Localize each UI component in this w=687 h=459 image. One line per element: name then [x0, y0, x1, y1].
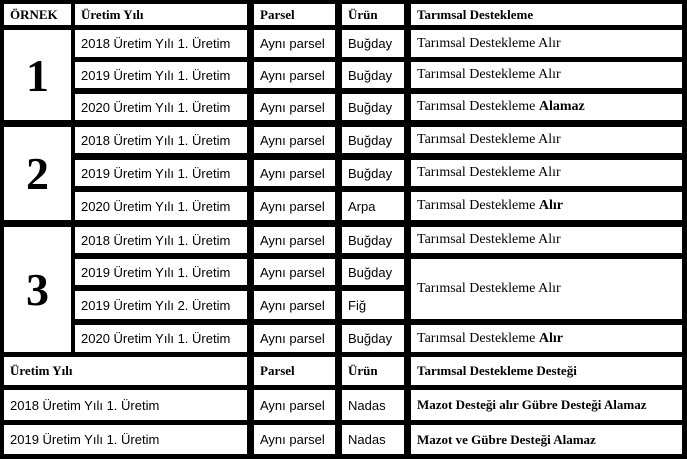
ex2-row1-parcel: Aynı parsel: [254, 127, 335, 153]
ex3-row2-parcel: Aynı parsel: [254, 259, 335, 285]
ex2-row3-year: 2020 Üretim Yılı 1. Üretim: [75, 192, 247, 220]
support-emphasis: Alır: [538, 198, 563, 213]
ex3-merged-support: [411, 259, 682, 319]
example-number-1: 1: [4, 30, 71, 120]
ex2-row1-support: [411, 127, 682, 153]
second-header-year: Üretim Yılı: [4, 357, 247, 385]
support-text: Tarımsal Destekleme Alır: [417, 67, 561, 82]
ex2-row2-support: [411, 160, 682, 186]
ex3-row2-product: Buğday: [342, 259, 404, 285]
second-row1-year: 2018 Üretim Yılı 1. Üretim: [4, 390, 247, 420]
ex2-row1-product: Buğday: [342, 127, 404, 153]
ex1-row1-year: 2018 Üretim Yılı 1. Üretim: [75, 30, 247, 57]
second-header-product: Ürün: [342, 357, 404, 385]
ex1-row2-year: 2019 Üretim Yılı 1. Üretim: [75, 62, 247, 88]
ex3-row2-year: 2019 Üretim Yılı 1. Üretim: [75, 259, 247, 285]
ex3-row4-parcel: Aynı parsel: [254, 325, 335, 352]
ex3-row4-support: [411, 325, 682, 352]
header-product: Ürün: [342, 4, 404, 25]
ex1-row3-support: [411, 94, 682, 120]
ex2-row3-product: Arpa: [342, 192, 404, 220]
support-emphasis: Alamaz: [538, 99, 585, 114]
ex2-row3-parcel: Aynı parsel: [254, 192, 335, 220]
support-text: Tarımsal Destekleme: [417, 330, 539, 346]
ex1-row1-product: Buğday: [342, 30, 404, 57]
support-text: Tarımsal Destekleme: [417, 99, 539, 114]
ex2-row2-parcel: Aynı parsel: [254, 160, 335, 186]
second-row1-parcel: Aynı parsel: [254, 390, 335, 420]
ex3-row1-product: Buğday: [342, 227, 404, 253]
ex3-row3-year: 2019 Üretim Yılı 2. Üretim: [75, 291, 247, 319]
support-text: Tarımsal Destekleme Alır: [417, 165, 561, 180]
ex3-row1-parcel: Aynı parsel: [254, 227, 335, 253]
ex3-row1-support: [411, 227, 682, 253]
ex1-row2-support: [411, 62, 682, 88]
second-row1-support: Mazot Desteği alır Gübre Desteği Alamaz: [411, 390, 682, 420]
ex2-row1-year: 2018 Üretim Yılı 1. Üretim: [75, 127, 247, 153]
ex3-row4-year: 2020 Üretim Yılı 1. Üretim: [75, 325, 247, 352]
second-row1-product: Nadas: [342, 390, 404, 420]
ex3-row1-year: 2018 Üretim Yılı 1. Üretim: [75, 227, 247, 253]
ex2-row2-year: 2019 Üretim Yılı 1. Üretim: [75, 160, 247, 186]
support-emphasis: Alır: [538, 330, 563, 346]
example-number-3: 3: [4, 227, 71, 352]
header-support: Tarımsal Destekleme: [411, 4, 682, 25]
support-text: Tarımsal Destekleme Alır: [417, 232, 561, 247]
second-row2-parcel: Aynı parsel: [254, 425, 335, 454]
ex1-row1-parcel: Aynı parsel: [254, 30, 335, 57]
second-row2-year: 2019 Üretim Yılı 1. Üretim: [4, 425, 247, 454]
ex3-row3-parcel: Aynı parsel: [254, 291, 335, 319]
header-parcel: Parsel: [254, 4, 335, 25]
ex1-row2-parcel: Aynı parsel: [254, 62, 335, 88]
ex2-row3-support: [411, 192, 682, 220]
support-text: Tarımsal Destekleme Alır: [417, 35, 561, 51]
ex1-row1-support: [411, 30, 682, 57]
ex1-row3-parcel: Aynı parsel: [254, 94, 335, 120]
second-header-parcel: Parsel: [254, 357, 335, 385]
example-number-2: 2: [4, 127, 71, 220]
support-text: Tarımsal Destekleme Alır: [417, 132, 561, 147]
second-header-support: Tarımsal Destekleme Desteği: [411, 357, 682, 385]
ex2-row2-product: Buğday: [342, 160, 404, 186]
ex1-row3-product: Buğday: [342, 94, 404, 120]
support-text: Tarımsal Destekleme Alır: [417, 281, 561, 296]
header-year: Üretim Yılı: [75, 4, 247, 25]
second-row2-product: Nadas: [342, 425, 404, 454]
second-row2-support: Mazot ve Gübre Desteği Alamaz: [411, 425, 682, 454]
ex3-row4-product: Buğday: [342, 325, 404, 352]
support-text: Tarımsal Destekleme: [417, 198, 539, 213]
ex1-row3-year: 2020 Üretim Yılı 1. Üretim: [75, 94, 247, 120]
ex1-row2-product: Buğday: [342, 62, 404, 88]
ex3-row3-product: Fiğ: [342, 291, 404, 319]
header-ornek: ÖRNEK: [4, 4, 71, 25]
